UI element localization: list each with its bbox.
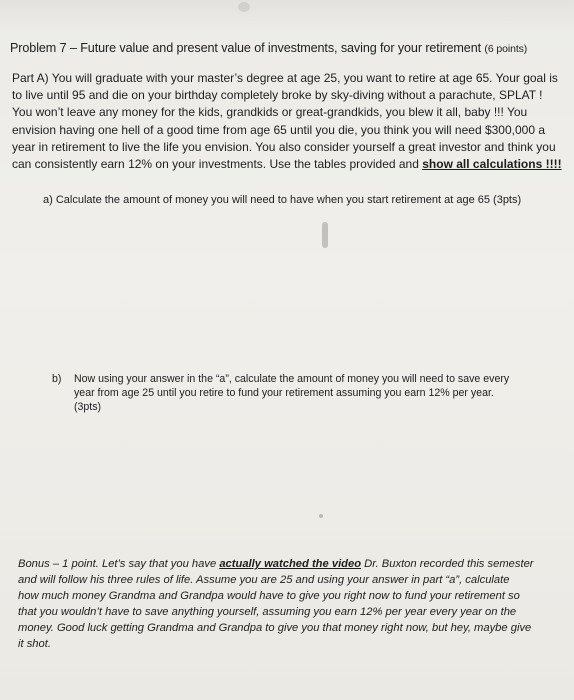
question-b-line: year from age 25 until you retire to fund your retirement assuming you earn 12% per year. xyxy=(74,387,494,400)
question-b-line: (3pts) xyxy=(74,401,102,414)
bonus-paragraph xyxy=(18,556,568,652)
watched-video-emphasis: actually watched the video xyxy=(219,558,362,570)
bonus-line: and will follow his three rules of life. Assume you are 25 and using your answer in part “a”, calculate xyxy=(18,574,510,586)
part-a-line: envision having one hell of a good time from age 65 until you die, you think you will need $300,000 a xyxy=(12,122,546,137)
bonus-first-end: Dr. Buxton recorded this semester xyxy=(361,558,534,570)
bonus-line: that you wouldn’t have to save anything yourself, assuming you earn 12% per year every year on the xyxy=(18,606,517,618)
part-a-paragraph xyxy=(12,70,572,173)
part-a-line: to live until 95 and die on your birthday completely broke by sky-diving without a parachute, SPLAT ! xyxy=(12,88,543,103)
question-a: a) Calculate the amount of money you will need to have when you start retirement at age 65 (3pts) xyxy=(43,194,522,206)
ink-smudge-top xyxy=(238,2,250,12)
problem-title-text: Problem 7 – Future value and present value of investments, saving for your retirement xyxy=(10,41,482,55)
ink-dot xyxy=(319,514,323,518)
question-b-text xyxy=(74,372,509,415)
part-a-line: year in retirement to live the life you envision. You also consider yourself a great investor and think you xyxy=(12,139,556,154)
part-a-last-line xyxy=(12,156,572,173)
show-calculations-emphasis: show all calculations !!!! xyxy=(422,157,562,172)
question-b-line: Now using your answer in the “a”, calculate the amount of money you will need to save every xyxy=(74,373,510,385)
bonus-first-line xyxy=(18,556,568,572)
problem-points: (6 points) xyxy=(484,43,528,55)
problem-title xyxy=(10,40,570,57)
bonus-line: it shot. xyxy=(18,638,51,650)
question-b-label: b) xyxy=(52,373,62,385)
bonus-line: how much money Grandma and Grandpa would have to give you right now to fund your retirement so xyxy=(18,590,520,602)
page-shadow xyxy=(0,0,574,30)
part-a-line: Part A) You will graduate with your master’s degree at age 25, you want to retire at age 65. Your goal is xyxy=(12,71,558,85)
question-b xyxy=(52,372,552,415)
bonus-line: money. Good luck getting Grandma and Grandpa to give you that money right now, but hey, maybe give xyxy=(18,622,532,634)
ink-smudge-mid xyxy=(322,222,328,248)
bonus-first-start: Bonus – 1 point. Let’s say that you have xyxy=(18,558,220,570)
part-a-line-start: can consistently earn 12% on your investments. Use the tables provided and xyxy=(12,157,423,172)
part-a-line: You won’t leave any money for the kids, grandkids or great-grandkids, you blew it all, baby !!! You xyxy=(12,105,528,120)
